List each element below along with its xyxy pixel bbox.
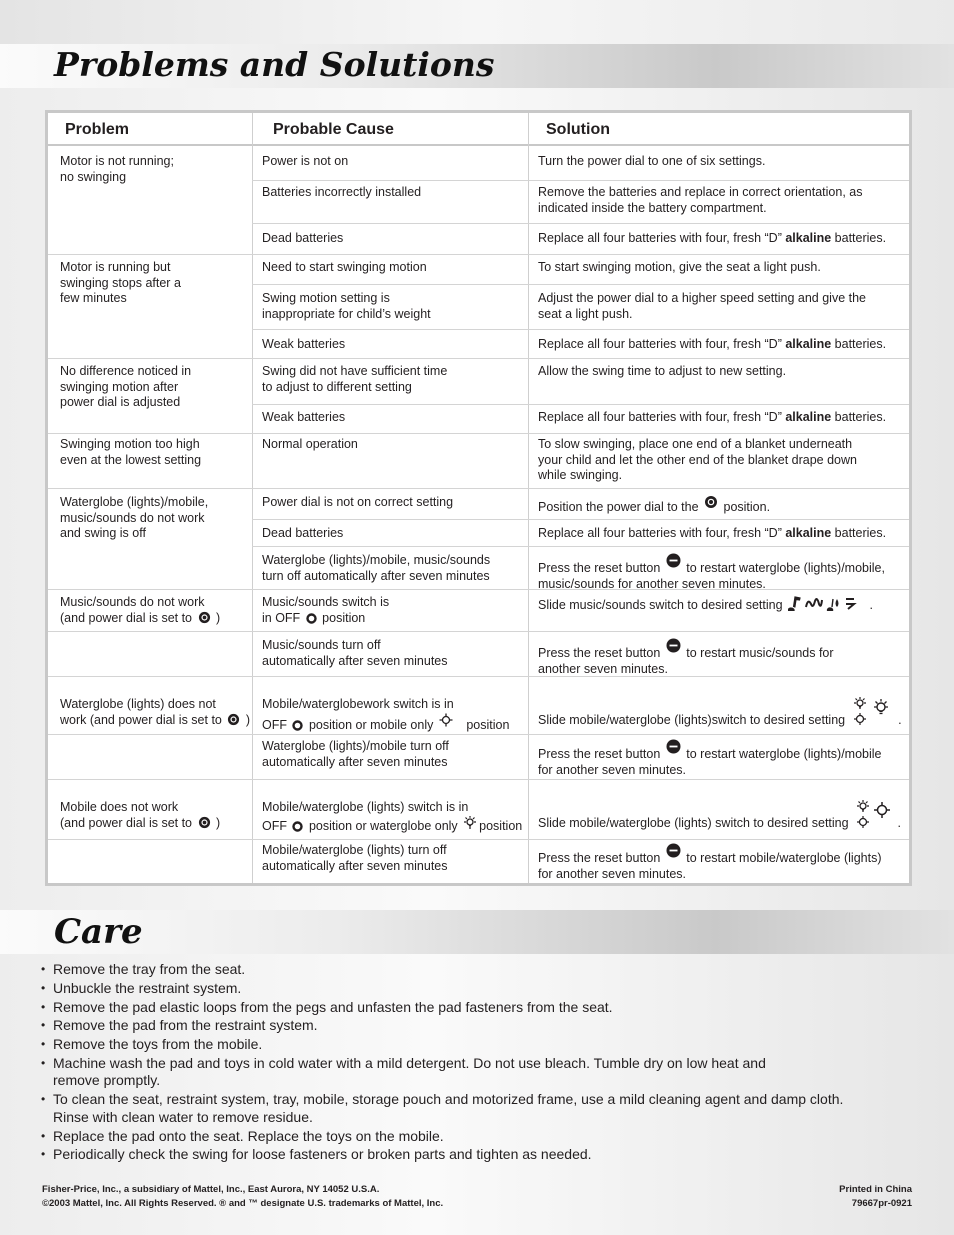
off-ring-icon — [306, 613, 317, 624]
cause-cell: Power dial is not on correct setting — [262, 495, 454, 509]
cause-cell: Dead batteries — [262, 231, 344, 245]
power-dial-icon — [198, 816, 211, 829]
solution-cell: Position the power dial to the position. — [538, 495, 770, 516]
light-bulb-icon — [851, 697, 893, 727]
col-solution-header: Solution — [546, 121, 610, 138]
care-banner — [0, 910, 954, 954]
solution-cell: Press the reset button to restart waterglobe (lights)/mobile, music/sounds for another seven minutes. — [538, 553, 885, 592]
row-divider — [48, 433, 909, 434]
care-item: • Remove the pad from the restraint system. — [41, 1017, 901, 1035]
cause-cell: Mobile/waterglobe (lights) turn off automatically after seven minutes — [262, 843, 448, 873]
cause-cell: Mobile/waterglobework switch is in OFF position or mobile only position — [262, 697, 510, 732]
col-cause-header: Probable Cause — [273, 121, 394, 138]
solution-cell: To start swinging motion, give the seat a light push. — [538, 260, 821, 274]
solution-cell: Turn the power dial to one of six settings. — [538, 154, 766, 168]
row-divider — [48, 358, 909, 359]
footer-company: Fisher-Price, Inc., a subsidiary of Mattel, Inc., East Aurora, NY 14052 U.S.A. ©2003 Mattel, Inc. All Rights Reserved. ® and ™ designate U.S. trademarks of Mattel, Inc. — [42, 1184, 444, 1209]
column-divider — [252, 113, 253, 883]
solution-cell: Slide music/sounds switch to desired setting . — [538, 595, 873, 614]
problem-cell — [60, 154, 174, 185]
cause-cell: Swing motion setting is inappropriate for child’s weight — [262, 291, 431, 321]
solution-cell: Slide mobile/waterglobe (lights) switch to desired setting . — [538, 800, 901, 832]
care-item: • Unbuckle the restraint system. — [41, 980, 901, 998]
care-item: • Remove the toys from the mobile. — [41, 1036, 901, 1054]
cause-cell: Mobile/waterglobe (lights) switch is in OFF position or waterglobe only position — [262, 800, 523, 833]
solution-cell: Replace all four batteries with four, fresh “D” alkaline batteries. — [538, 231, 887, 245]
music-notes-icon — [788, 595, 864, 611]
row-divider — [48, 488, 909, 489]
cause-cell: Batteries incorrectly installed — [262, 185, 422, 199]
row-divider — [252, 329, 909, 330]
cause-cell: Music/sounds switch is in OFF position — [262, 595, 390, 625]
table-header — [48, 113, 909, 146]
cause-cell: Dead batteries — [262, 526, 344, 540]
care-item: • Periodically check the swing for loose fasteners or broken parts and tighten as needed. — [41, 1146, 901, 1164]
power-dial-icon — [704, 495, 718, 509]
mobile-icon — [439, 713, 453, 727]
solution-cell: Replace all four batteries with four, fresh “D” alkaline batteries. — [538, 337, 887, 351]
power-dial-icon — [227, 713, 240, 726]
problem-cell: Swinging motion too high even at the lowest setting — [60, 437, 202, 467]
cause-cell: Power is not on — [262, 154, 349, 168]
problem-cell: No difference noticed in swinging motion after power dial is adjusted — [60, 364, 192, 409]
off-ring-icon — [292, 821, 303, 832]
problem-cell: Waterglobe (lights)/mobile, music/sounds do not work and swing is off — [60, 495, 209, 540]
reset-button-icon — [666, 843, 681, 858]
power-dial-icon — [198, 611, 211, 624]
row-divider — [48, 631, 909, 632]
row-divider — [48, 254, 909, 255]
off-ring-icon — [292, 720, 303, 731]
solution-cell: Replace all four batteries with four, fresh “D” alkaline batteries. — [538, 526, 887, 540]
light-bulb-icon — [463, 816, 477, 830]
care-list — [41, 961, 901, 1165]
column-divider — [528, 113, 529, 883]
cause-cell: Weak batteries — [262, 410, 346, 424]
footer-print-info: Printed in China 79667pr-0921 — [839, 1184, 912, 1209]
care-item: • Remove the tray from the seat. — [41, 961, 901, 979]
problem-cell: Mobile does not work (and power dial is set to ) — [60, 800, 221, 830]
problems-banner — [0, 44, 954, 88]
reset-button-icon — [666, 739, 681, 754]
solution-cell: Adjust the power dial to a higher speed setting and give the seat a light push. — [538, 291, 866, 321]
cause-cell: Need to start swinging motion — [262, 260, 427, 274]
care-item: • Remove the pad elastic loops from the pegs and unfasten the pad fasteners from the seat. — [41, 999, 901, 1017]
row-divider — [252, 223, 909, 224]
solution-cell — [538, 185, 862, 216]
cause-cell: Waterglobe (lights)/mobile turn off automatically after seven minutes — [262, 739, 449, 769]
solution-line: indicated inside the battery compartment. — [538, 200, 767, 215]
col-problem-header: Problem — [65, 121, 130, 138]
care-title: Care — [54, 912, 143, 952]
cause-cell: Swing did not have sufficient time to adjust to different setting — [262, 364, 448, 394]
row-divider — [252, 404, 909, 405]
cause-cell: Waterglobe (lights)/mobile, music/sounds turn off automatically after seven minutes — [262, 553, 491, 583]
solution-cell: Press the reset button to restart music/sounds for another seven minutes. — [538, 638, 834, 677]
care-item: • Replace the pad onto the seat. Replace the toys on the mobile. — [41, 1128, 901, 1146]
cause-cell: Music/sounds turn off automatically after seven minutes — [262, 638, 448, 668]
problem-line: Motor is not running; — [60, 154, 174, 168]
solution-cell: Replace all four batteries with four, fresh “D” alkaline batteries. — [538, 410, 887, 424]
solution-line: Remove the batteries and replace in correct orientation, as — [538, 185, 863, 199]
problems-title: Problems and Solutions — [54, 45, 495, 84]
reset-button-icon — [666, 638, 681, 653]
row-divider — [252, 284, 909, 285]
care-item: • Machine wash the pad and toys in cold water with a mild detergent. Do not use bleach. Tumble dry on low heat and remove promptly. — [41, 1055, 901, 1090]
problem-line: no swinging — [60, 169, 127, 184]
solution-cell: Press the reset button to restart waterglobe (lights)/mobile for another seven minutes. — [538, 739, 882, 778]
row-divider — [252, 519, 909, 520]
top-margin — [0, 0, 954, 44]
row-divider — [48, 839, 909, 840]
row-divider — [48, 734, 909, 735]
row-divider — [252, 180, 909, 181]
problem-cell: Waterglobe (lights) does not work (and power dial is set to ) — [60, 697, 251, 727]
solution-cell: Allow the swing time to adjust to new setting. — [538, 364, 787, 378]
cause-cell: Normal operation — [262, 437, 358, 451]
reset-button-icon — [666, 553, 681, 568]
row-divider — [48, 779, 909, 780]
care-item: • To clean the seat, restraint system, tray, mobile, storage pouch and motorized frame, use a mild cleaning agent and damp cloth. Rinse with clean water to remove residue. — [41, 1091, 901, 1126]
problem-cell: Music/sounds do not work (and power dial is set to ) — [60, 595, 221, 625]
mobile-icon — [854, 800, 892, 830]
cause-cell: Weak batteries — [262, 337, 346, 351]
row-divider — [252, 546, 909, 547]
solution-cell: Slide mobile/waterglobe (lights)switch to desired setting . — [538, 697, 902, 729]
solution-cell: Press the reset button to restart mobile/waterglobe (lights) for another seven minutes. — [538, 843, 882, 882]
solution-cell: To slow swinging, place one end of a blanket underneath your child and let the other end of the blanket drape down while swinging. — [538, 437, 857, 482]
problem-cell: Motor is running but swinging stops after a few minutes — [60, 260, 181, 305]
